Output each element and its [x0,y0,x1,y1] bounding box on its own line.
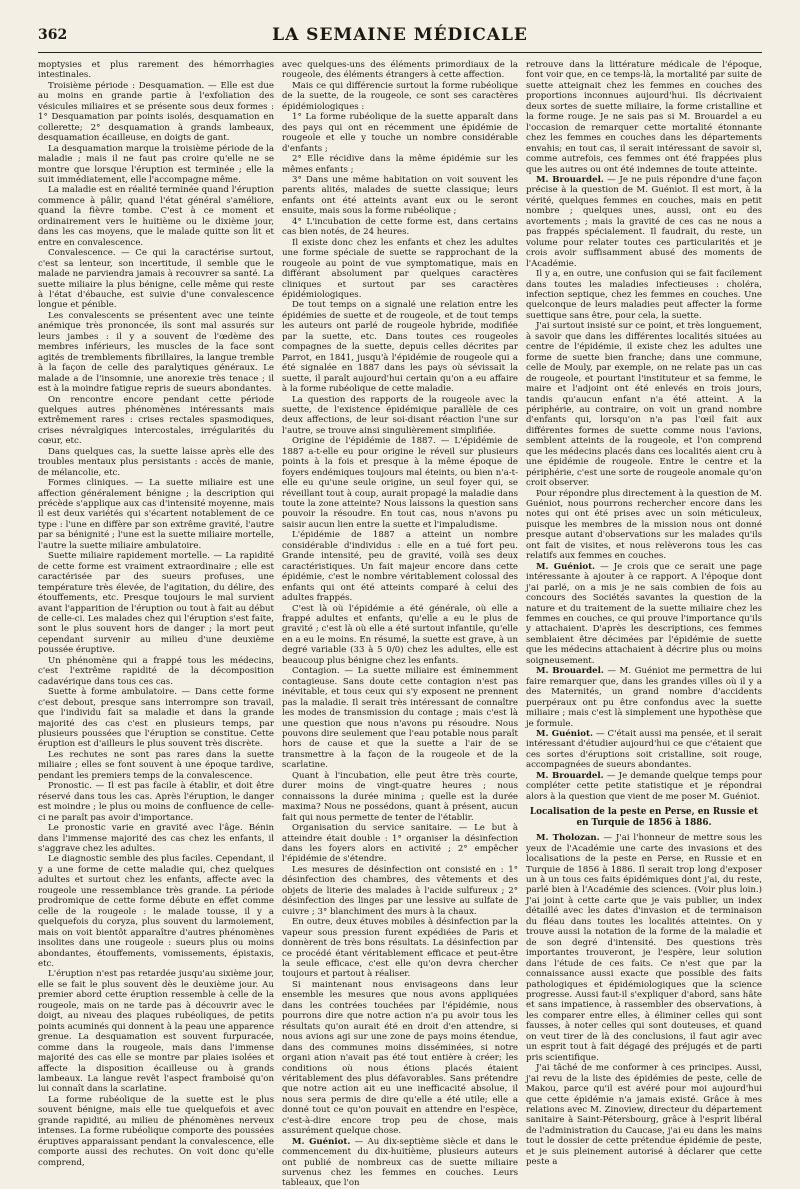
paragraph-text: Le pronostic varie en gravité avec l'âge. Bénin dans l'immense majorité des cas chez les enfants, il s'aggrave chez les adultes. [38,823,274,854]
paragraph-text: avec quelques-uns des éléments primordiaux de la rougeole, des éléments étrangers à cette affection. [282,60,518,81]
paragraph [282,238,518,301]
paragraph [282,436,518,530]
paragraph [38,185,274,248]
paragraph-text: J'ai surtout insisté sur ce point, et très longuement, à savoir que dans les différentes localités situées au centre de l'épidémie, il existe chez les adultes une forme de suette bien franche; dans une commune, celle de Mouly, par exemple, on ne relate pas un cas de rougeole, et pourtant l'instituteur et sa femme, le maire et l'adjoint ont été enlevés en trois jours, tandis qu'aucun enfant n'a été atteint. A la périphérie, au contraire, on voit un grand nombre d'enfants qui, lorsqu'on n'a pas l'œil fait aux différentes formes de suette comme nous l'avions, semblent atteints de la rougeole, et l'on comprend que les médecins placés dans ces localités aient cru à une épidémie de rougeole. Entre le centre et la périphérie, c'est une sorte de rougeole anomale qu'on croit observer. [526,321,762,489]
section-heading: Localisation de la peste en Perse, en Russie et en Turquie de 1856 à 1886. [529,807,759,828]
speaker-name: M. Guéniot. [292,1136,351,1147]
paragraph-text: On rencontre encore pendant cette période quelques autres phénomènes intéressants mais extrêmement rares : crises rectales spasmodiques, crises névralgiques intercostales, irrégularités du cœur, etc. [38,394,274,447]
paragraph-text: Si maintenant nous envisageons dans leur ensemble les mesures que nous avons appliquées dans les contrées touchées par l'épidémie, nous pourrons dire que notre action n'a pu avoir tous les résultats qu'on aurait été en droit d'en attendre, si nous avions agi sur une zone de pays moins étendue, dans des communes moins disséminées, si notre organi ation n'avait pas été tout entière à créer; les conditions où nous étions placés étaient véritablement des plus défavorables. Sans prétendre que notre action ait eu une inefficacité absolue, il nous sera permis de dire qu'elle a été utile; elle a donné tout ce qu'on pouvait en attendre en l'espèce, c'est-à-dire encore trop peu de chose, mais assurément quelque chose. [282,979,518,1137]
paragraph-text: 3° Dans une même habitation on voit souvent les parents alités, malades de suette classique; leurs enfants ont été atteints avant eux ou le seront ensuite, mais sous la forme rubéolique ; [282,174,518,217]
paragraph [38,823,274,854]
paragraph-text: — Je ne puis répondre d'une façon précise à la question de M. Guéniot. Il est mort, à la vérité, quelques femmes en couches, mais en petit nombre ; quelques unes, aussi, ont eu des avortements ; mais la gravité de ces cas ne nous a pas frappés spécialement. Il faudrait, du reste, un volume pour relater toutes ces particularités et je crois avoir suffisamment abusé des moments de l'Académie. [526,174,762,269]
paragraph [38,781,274,823]
paragraph-text: En outre, deux étuves mobiles à désinfection par la vapeur sous pression furent expédiées de Paris et donnèrent de très bons résultats. La désinfection par ce procédé étant véritablement efficace et peut-être la seule efficace, c'est elle qu'on devra chercher toujours et partout à réaliser. [282,917,518,980]
speaker-name: M. Guéniot. [536,729,593,739]
page-header [38,22,762,48]
paragraph-text: L'éruption n'est pas retardée jusqu'au sixième jour, elle se fait le plus souvent dès le deuxième jour. Au premier abord cette éruption ressemble à celle de la rougeole, mais on ne tarde pas à découvrir avec le doigt, au niveau des plaques rubéoliques, de petits points acuminés qui donnent à la peau une apparence grenue. La desquamation est souvent furpuracée, comme dans la rougeole, mais dans l'immense majorité des cas elle se montre par plaies isolées et affecte la disposition écailleuse ou à grands lambeaux. La langue revêt l'aspect framboisé qu'on lui connaît dans la scarlatine. [38,969,274,1095]
paragraph-text: De tout temps on a signalé une relation entre les épidémies de suette et de rougeole, et de tout temps les auteurs ont parlé de rougeole hybride, modifiée par la suette, etc. Dans toutes ces rougeoles compagnes de la suette, depuis celles décrites par Parrot, en 1841, jusqu'à l'épidémie de rougeole qui a été signalée en 1887 dans les pays où sévissait la suette, il paraît aujourd'hui certain qu'on a eu affaire à la forme rubéolique de cette maladie. [282,300,518,395]
paragraph-text: 4° L'incubation de cette forme est, dans certains cas bien notés, de 24 heures. [282,216,518,238]
paragraph [38,447,274,478]
paragraph-text: — Je crois que ce serait une page intéressante à ajouter à ce rapport. A l'époque dont j'ai parlé, on a mis je ne sais combien de fois au concours des Sociétés savantes la question de la nature et du traitement de la suette miliaire chez les femmes en couches, ce qui prouve l'importance qu'ils y attachaient. D'après les descriptions, ces femmes semblaient être décimées par l'épidémie de suette que les médecins attachaient à décrire plus ou moins soigneusement. [526,561,762,666]
paragraph [282,823,518,865]
paragraph [526,729,762,771]
paragraph [526,771,762,802]
paragraph-text: Troisième période : Desquamation. — Elle est due au moins en grande partie à l'exfoliation des vésicules miliaires et se présente sous deux formes : 1° Desquamation par points isolés, desquamation en collerette; 2° desquamation à grands lambeaux, desquamation écailleuse, en doigts de gant. [38,80,274,144]
column-middle [282,60,518,1189]
paragraph-text: J'ai tâché de me conformer à ces principes. Aussi, j'ai revu de la liste des épidémies de peste, celle de Makou, parce qu'il est avéré pour moi aujourd'hui que cette épidémie n'a jamais existé. Grâce à mes relations avec M. Zinoview, directeur du département sanitaire à Saint-Pétersbourg, grâce à l'esprit libéral de l'administration du Caucase, j'ai eu dans les mains tout le dossier de cette prétendue épidémie de peste, et je suis pleinement autorisé à déclarer que cette peste a [526,1063,762,1168]
paragraph-text: Suette à forme ambulatoire. — Dans cette forme c'est debout, presque sans interrompre son travail, que l'individu fait sa maladie et dans la grande majorité des cas c'est en plusieurs temps, par plusieurs poussées que l'éruption se constitue. Cette éruption est d'ailleurs le plus souvent très discrète. [38,687,274,750]
paragraph [282,530,518,603]
paragraph-text: 2° Elle récidive dans la même épidémie sur les mêmes enfants ; [282,154,518,175]
paragraph [282,217,518,238]
paragraph [38,60,274,81]
paragraph [38,656,274,687]
paragraph-text: Mais ce qui différencie surtout la forme rubéolique de la suette, de la rougeole, ce sont ses caractères épidémiologiques : [282,80,518,112]
paragraph [526,1063,762,1168]
paragraph-text: Il existe donc chez les enfants et chez les adultes une forme spéciale de suette se rapprochant de la rougeole au point de vue symptomatique, mais en différant absolument par quelques caractères cliniques et surtout par ses caractères épidémiologiques. [282,237,518,300]
paragraph [282,666,518,771]
paragraph [282,917,518,980]
paragraph [282,300,518,394]
paragraph [38,144,274,186]
paragraph-text: Le diagnostic semble des plus faciles. Cependant, il y a une forme de cette maladie qui, chez quelques adultes et surtout chez les enfants, affecte avec la rougeole une ressemblance très grande. La période prodromique de cette forme débute en effet comme celle de la rougeole : le malade tousse, il y a quelquefois du coryza, plus souvent du larmoiement, mais on voit bientôt apparaître d'autres phénomènes insolites dans une rougeole : sueurs plus ou moins abondantes, étouffements, vomissements, épistaxis, etc. [38,854,274,969]
paragraph-text: Origine de l'épidémie de 1887. — L'épidémie de 1887 a-t-elle eu pour origine le réveil sur plusieurs points à la fois et presque à la même époque de foyers endémiques toujours mal éteints, ou bien n'a-t-elle eu qu'une seule origine, un seul foyer qui, se réveillant tout à coup, aurait propagé la maladie dans toute la zone atteinte? Nous laissons la question sans pouvoir la résoudre. En tout cas, nous n'avons pu saisir aucun lien entre la suette et l'impaludisme. [282,436,518,530]
page-number: 362 [38,27,68,43]
paragraph [526,321,762,488]
header-rule [38,52,762,53]
paragraph [282,865,518,917]
paragraph [526,175,762,269]
paragraph [526,269,762,321]
column-left [38,60,274,1168]
paragraph [38,395,274,447]
paragraph [38,311,274,395]
column-right [526,60,763,1168]
paragraph [282,154,518,175]
paragraph [38,551,274,656]
paragraph [282,175,518,217]
paragraph [282,771,518,823]
paragraph-text: — M. Guéniot me permettra de lui faire remarquer que, dans les grandes villes où il y a des Maternités, un grand nombre d'accidents puerpéraux ont pu être confondus avec la suette miliaire ; mais c'est là simplement une hypothèse que je formule. [526,666,762,729]
paragraph [38,969,274,1094]
paragraph-text: Les mesures de désinfection ont consisté en : 1° désinfection des chambres, des vêtements et des objets de literie des malades à l'acide sulfureux ; 2° désinfection des linges par une lessive au sulfate de cuivre ; 3° blanchiment des murs à la chaux. [282,864,518,917]
paragraph [526,489,762,562]
paragraph-text: Formes cliniques. — La suette miliaire est une affection généralement bénigne ; la description qui précède s'applique aux cas d'intensité moyenne, mais il est deux variétés qui s'écartent notablement de ce type : l'une en diffère par son extrême gravité, l'autre par sa bénignité ; l'une est la suette miliaire mortelle, l'autre la suette miliaire ambulatoire. [38,478,274,551]
speaker-name: M. Brouardel. [536,770,604,781]
paragraph [38,854,274,969]
paragraph-text: C'est là où l'épidémie a été générale, où elle a frappé adultes et enfants, qu'elle a eu le plus de gravité ; c'est là où elle a été surtout infantile, qu'elle en a eu le moins. En résumé, la suette est grave, à un degré variable (33 à 5 0/0) chez les adultes, elle est beaucoup plus bénigne chez les enfants. [282,603,518,666]
paragraph-text: L'épidémie de 1887 a atteint un nombre considérable d'individus : elle en a tué fort peu. Grande intensité, peu de gravité, voilà ses deux caractéristiques. Un fait majeur encore dans cette épidémie, c'est le nombre véritablement colossal des enfants qui ont été atteints comparé à celui des adultes frappés. [282,530,518,604]
paragraph-text: La maladie est en réalité terminée quand l'éruption commence à pâlir, quand l'état général s'améliore, quand la fièvre tombe. C'est à ce moment et ordinairement vers le huitième ou le dixième jour, dans les cas moyens, que le malade quitte son lit et entre en convalescence. [38,185,274,248]
paragraph [282,395,518,437]
speaker-name: M. Tholozan. [536,833,600,844]
paragraph-text: Un phénomène qui a frappé tous les médecins, c'est l'extrême rapidité de la décomposition cadavérique dans tous ces cas. [38,655,274,687]
paragraph [38,81,274,144]
paragraph-text: Pour répondre plus directement à la question de M. Guéniot, nous pourrons rechercher encore dans les notes qui ont été prises avec un soin méticuleux, puisque les membres de la mission nous ont donné presque autant d'observations sur les malades qu'ils ont fait de visites, et nous relèverons tous les cas relatifs aux femmes en couches. [526,488,762,562]
paragraph-text: La forme rubéolique de la suette est le plus souvent bénigne, mais elle tue quelquefois et avec grande rapidité, au milieu de phénomènes nerveux intenses. La forme rubéolique comporte des poussées éruptives apparaissant pendant la convalescence, elle comporte aussi des rechutes. On voit donc qu'elle comprend, [38,1094,274,1168]
paragraph-text: Convalescence. — Ce qui la caractérise surtout, c'est sa lenteur, son incertitude, il semble que le malade ne parviendra jamais à recouvrer sa santé. La suette miliaire la plus bénigne, celle même qui reste à l'état d'ébauche, est suivie d'une convalescence longue et pénible. [38,248,274,311]
speaker-name: M. Guéniot. [536,561,596,572]
paragraph-text: Quant à l'incubation, elle peut être très courte, durer moins de vingt-quatre heures ; nous connaissons la durée minima ; quelle est la durée maxima? Nous ne possédons, quant à présent, aucun fait qui nous permette de tenter de l'établir. [282,770,518,823]
paragraph-text: — J'ai l'honneur de mettre sous les yeux de l'Académie une carte des invasions et des localisations de la peste en Perse, en Russie et en Turquie de 1856 à 1886. Il serait trop long d'exposer un à un tous ces faits épidémiques dont j'ai, du reste, parlé bien à l'Académie des sciences. (Voir plus loin.) J'ai joint à cette carte que je vais publier, un index détaillé avec les dates d'invasion et de terminaison du fléau dans toutes les localités atteintes. On y trouve aussi la notation de la forme de la maladie et de son degré d'intensité. Des questions très importantes trouveront, je l'espère, leur solution dans l'étude de ces faits. Ce n'est que par la connaissance aussi exacte que possible des faits pathologiques et épidémiologiques que la science progresse. Aussi faut-il s'expliquer d'abord, sans hâte et sans impatience, à rassembler des observations, à les comparer entre elles, à éliminer celles qui sont fausses, à noter celles qui sont douteuses, et quand on veut tirer de là des conclusions, il faut agir avec un esprit tout à fait dégagé des préjugés et de parti pris scientifique. [526,833,762,1063]
paragraph [526,833,762,1063]
paragraph-text: 1° La forme rubéolique de la suette apparaît dans des pays qui ont en récemment une épidémie de rougeole et elle y touche un nombre considérable d'enfants ; [282,112,518,154]
paragraph [38,1095,274,1168]
journal-title: LA SEMAINE MÉDICALE [272,25,528,45]
paragraph-text: Contagion. — La suette miliaire est éminemment contagieuse. Sans doute cette contagion n'est pas inévitable, et tous ceux qui s'y exposent ne prennent pas la maladie. Il serait très intéressant de connaître les modes de transmission du contage ; mais c'est là une question que nous n'avons pu résoudre. Nous pouvons dire seulement que l'eau potable nous paraît hors de cause et que la suette a l'air de se transmettre à la façon de la rougeole et de la scarlatine. [282,666,518,771]
paragraph [38,750,274,781]
paragraph-text: — Au dix-septième siècle et dans le commencement du dix-huitième, plusieurs auteurs ont publié de nombreux cas de suette miliaire survenus chez les femmes en couches. Leurs tableaux, que l'on [282,1136,518,1189]
paragraph-text: La desquamation marque la troisième période de la maladie ; mais il ne faut pas croire qu'elle ne se montre que lorsque l'éruption est terminée ; elle la suit immédiatement, elle l'accompagne même. [38,143,274,185]
paragraph-text: Les rechutes ne sont pas rares dans la suette miliaire ; elles se font souvent à une époque tardive, pendant les premiers temps de la convalescence. [38,749,274,781]
paragraph-text: Dans quelques cas, la suette laisse après elle des troubles mentaux plus persistants : accès de manie, de mélancolie, etc. [38,446,274,478]
paragraph [282,60,518,81]
paragraph [282,980,518,1137]
paragraph [38,687,274,750]
paragraph [38,478,274,551]
paragraph [282,604,518,667]
paragraph-text: retrouve dans la littérature médicale de l'époque, font voir que, en ce temps-là, la mortalité par suite de suette atteignait chez les femmes en couches des proportions inconnues aujourd'hui. Ils décrivaient deux sortes de suette miliaire, la forme cristalline et la forme rouge. Je ne sais pas si M. Brouardel a eu l'occasion de remarquer cette mortalité étonnante chez les femmes en couches dans les départements envahis; en tout cas, il serait intéressant de savoir si, comme autrefois, ces femmes ont été frappées plus que les autres ou ont été indemnes de toute atteinte. [526,60,762,175]
speaker-name: M. Brouardel. [536,174,604,185]
paragraph-text: moptysies et plus rarement des hémorrhagies intestinales. [38,60,274,81]
paragraph [526,562,762,667]
paragraph-text: — C'était aussi ma pensée, et il serait intéressant d'étudier aujourd'hui ce que c'étaient que ces sortes d'éruptions soit cristalline, soit rouge, accompagnées de sueurs abondantes. [526,729,762,771]
speaker-name: M. Brouardel. [536,666,604,677]
paragraph-text: Les convalescents se présentent avec une teinte anémique très prononcée, ils sont mal assurés sur leurs jambes : il y a souvent de l'œdème des membres inférieurs, les muscles de la face sont agités de tremblements fibrillaires, la langue tremble à la façon de celle des paralytiques généraux. Le malade a de l'insomnie, une anorexie très tenace ; il est à la moindre fatigue repris de sueurs abondantes. [38,310,274,395]
paragraph-text: La question des rapports de la rougeole avec la suette, de l'existence épidémique parallèle de ces deux affections, de leur soi-disant réaction l'une sur l'autre, se trouve ainsi singulièrement simplifiée. [282,394,518,436]
paragraph [282,112,518,154]
paragraph-text: Il y a, en outre, une confusion qui se fait facilement dans toutes les maladies infectieuses : choléra, infection septique, chez les femmes en couches. Une quelconque de leurs maladies peut affecter la forme suettique sans être, pour cela, la suette. [526,269,762,321]
paragraph-text: Organisation du service sanitaire. — Le but à atteindre était double : 1° organiser la désinfection dans les foyers alors en activité ; 2° empêcher l'épidémie de s'étendre. [282,823,518,865]
paragraph [282,81,518,112]
paragraph [526,60,762,175]
paragraph [526,666,762,729]
paragraph-text: Pronostic. — Il est pas facile à établir, et doit être réservé dans tous les cas. Après l'éruption, le danger est moindre ; le plus ou moins de confluence de celle-ci ne paraît pas avoir d'importance. [38,781,274,823]
paragraph [38,248,274,311]
paragraph-text: — Je demande quelque temps pour compléter cette petite statistique et je répondrai alors à la question que vient de me poser M. Guéniot. [526,770,763,802]
paragraph [282,1137,518,1189]
paragraph-text: Suette miliaire rapidement mortelle. — La rapidité de cette forme est vraiment extraordinaire ; elle est caractérisée par des sueurs profuses, une température très élevée, de l'agitation, du délire, des étouffements, etc. Presque toujours le mal survient avant l'apparition de l'éruption ou tout à fait au début de celle-ci. Les malades chez qui l'éruption s'est faite, sont le plus souvent hors de danger ; la mort peut cependant survenir au milieu d'une deuxième poussée éruptive. [38,551,274,656]
